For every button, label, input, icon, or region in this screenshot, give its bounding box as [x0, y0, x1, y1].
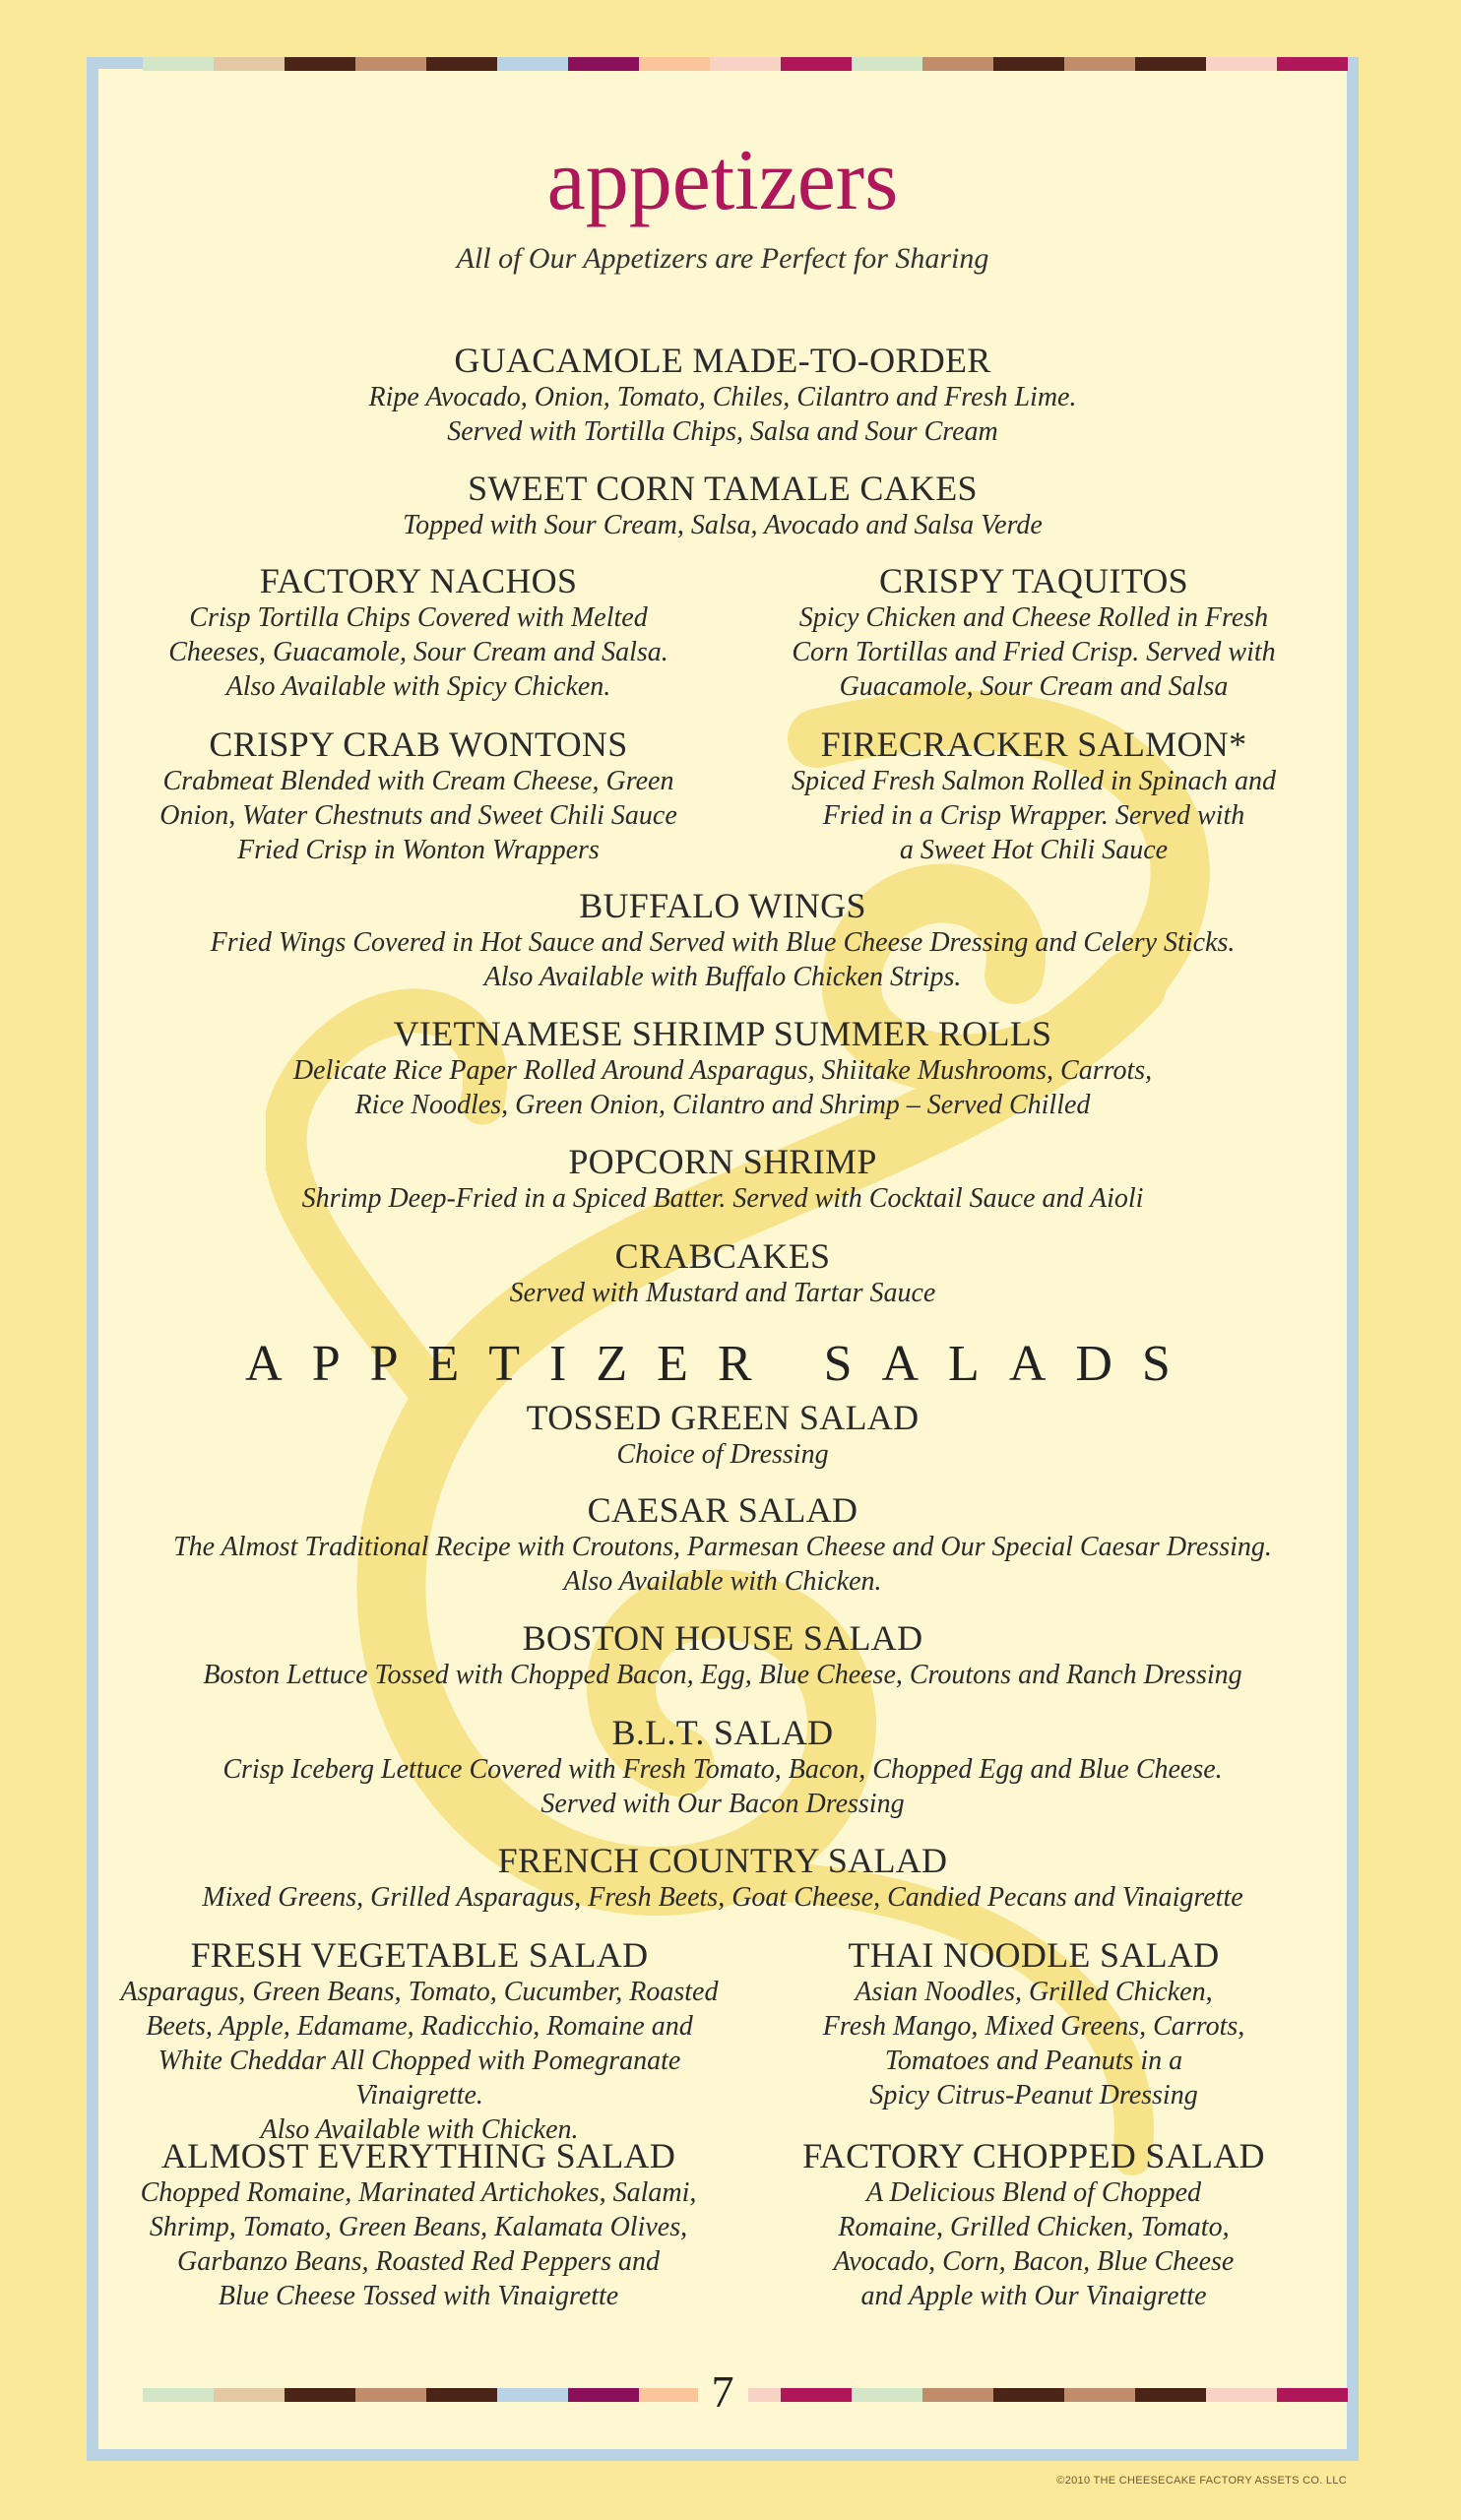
item-name: FACTORY NACHOS	[259, 561, 578, 600]
page-subtitle: All of Our Appetizers are Perfect for Sharing	[456, 242, 989, 275]
item-description: A Delicious Blend of Chopped Romaine, Grilled Chicken, Tomato, Avocado, Corn, Bacon, Blue Cheese and Apple with Our Vinaigrette	[833, 2177, 1235, 2311]
item-name: CRABCAKES	[614, 1236, 831, 1276]
item-description: Crisp Iceberg Lettuce Covered with Fresh Tomato, Bacon, Chopped Egg and Blue Cheese. Served with Our Bacon Dressing	[222, 1754, 1223, 1819]
top-color-stripe	[143, 57, 1348, 71]
stripe-segment	[852, 57, 922, 71]
item-name: CAESAR SALAD	[587, 1490, 858, 1530]
item-description: Mixed Greens, Grilled Asparagus, Fresh Beets, Goat Cheese, Candied Pecans and Vinaigrette	[202, 1882, 1243, 1913]
item-name: TOSSED GREEN SALAD	[526, 1398, 920, 1437]
item-description: Chopped Romaine, Marinated Artichokes, Salami, Shrimp, Tomato, Green Beans, Kalamata Olives, Garbanzo Beans, Roasted Red Peppers and Blue Cheese Tossed with Vinaigrette	[140, 2177, 697, 2311]
item-name: CRISPY TAQUITOS	[878, 561, 1188, 600]
stripe-segment	[710, 57, 781, 71]
item-description: Spiced Fresh Salmon Rolled in Spinach and Fried in a Crisp Wrapper. Served with a Sweet Hot Chili Sauce	[792, 766, 1276, 865]
menu-item-almost-everything-salad	[98, 2136, 738, 2313]
item-description: The Almost Traditional Recipe with Croutons, Parmesan Cheese and Our Special Caesar Dressing. Also Available with Chicken.	[173, 1532, 1272, 1597]
menu-item-boston-house-salad	[98, 1618, 1347, 1692]
salads-section-heading: APPETIZER SALADS	[245, 1336, 1200, 1392]
page-number-text: 7	[698, 2366, 748, 2417]
copyright-notice: ©2010 THE CHEESECAKE FACTORY ASSETS CO. LLC	[1056, 2475, 1347, 2487]
menu-item-tossed-green-salad	[98, 1398, 1347, 1472]
item-name: FRESH VEGETABLE SALAD	[190, 1935, 649, 1975]
item-name: ALMOST EVERYTHING SALAD	[160, 2136, 676, 2175]
item-description: Asparagus, Green Beans, Tomato, Cucumber, Roasted Beets, Apple, Edamame, Radicchio, Romaine and White Cheddar All Chopped with Pomegranate Vinaigrette. Also Available with Chicken.	[120, 1977, 719, 2145]
item-name: FACTORY CHOPPED SALAD	[802, 2136, 1265, 2175]
menu-item-thai-noodle-salad	[729, 1935, 1339, 2112]
item-name: POPCORN SHRIMP	[568, 1142, 877, 1181]
item-name: FIRECRACKER SALMON*	[820, 724, 1247, 764]
item-description: Crisp Tortilla Chips Covered with Melted Cheeses, Guacamole, Sour Cream and Salsa. Also Available with Spicy Chicken.	[168, 602, 668, 702]
item-name: GUACAMOLE MADE-TO-ORDER	[454, 341, 991, 380]
item-name: SWEET CORN TAMALE CAKES	[468, 469, 978, 508]
menu-item-blt-salad	[98, 1713, 1347, 1821]
menu-item-firecracker-salmon	[729, 724, 1339, 867]
item-name: CRISPY CRAB WONTONS	[209, 724, 628, 764]
stripe-segment	[426, 57, 497, 71]
item-description: Spicy Chicken and Cheese Rolled in Fresh Corn Tortillas and Fried Crisp. Served with Guacamole, Sour Cream and Salsa	[792, 602, 1276, 702]
menu-item-popcorn-shrimp	[98, 1142, 1347, 1216]
page-title: appetizers	[546, 133, 899, 228]
item-description: Choice of Dressing	[616, 1439, 829, 1470]
stripe-segment	[143, 57, 214, 71]
item-name: B.L.T. SALAD	[611, 1713, 834, 1752]
stripe-segment	[285, 57, 355, 71]
item-name: VIETNAMESE SHRIMP SUMMER ROLLS	[393, 1014, 1052, 1053]
stripe-segment	[993, 57, 1064, 71]
menu-item-caesar-salad	[98, 1490, 1347, 1599]
item-description: Crabmeat Blended with Cream Cheese, Green Onion, Water Chestnuts and Sweet Chili Sauce Fried Crisp in Wonton Wrappers	[159, 766, 677, 865]
menu-item-buffalo-wings	[98, 886, 1347, 994]
stripe-segment	[1277, 57, 1348, 71]
menu-item-fresh-vegetable-salad	[95, 1935, 744, 2147]
menu-item-crispy-taquitos	[729, 561, 1339, 704]
item-description: Boston Lettuce Tossed with Chopped Bacon, Egg, Blue Cheese, Croutons and Ranch Dressing	[203, 1660, 1242, 1690]
stripe-segment	[922, 57, 993, 71]
item-description: Asian Noodles, Grilled Chicken, Fresh Mango, Mixed Greens, Carrots, Tomatoes and Peanuts in a Spicy Citrus-Peanut Dressing	[822, 1977, 1245, 2110]
menu-item-factory-chopped-salad	[729, 2136, 1339, 2313]
stripe-segment	[781, 57, 852, 71]
item-name: BOSTON HOUSE SALAD	[522, 1618, 923, 1658]
menu-item-crabcakes	[98, 1236, 1347, 1310]
stripe-segment	[1135, 57, 1206, 71]
item-description: Topped with Sour Cream, Salsa, Avocado and Salsa Verde	[403, 510, 1043, 540]
stripe-segment	[1206, 57, 1277, 71]
menu-item-crab-wontons	[98, 724, 738, 867]
stripe-segment	[568, 57, 639, 71]
item-description: Fried Wings Covered in Hot Sauce and Served with Blue Cheese Dressing and Celery Sticks. Also Available with Buffalo Chicken Strips.	[210, 927, 1236, 992]
item-description: Served with Mustard and Tartar Sauce	[509, 1278, 936, 1308]
item-description: Shrimp Deep-Fried in a Spiced Batter. Served with Cocktail Sauce and Aioli	[301, 1183, 1144, 1214]
stripe-segment	[214, 57, 285, 71]
item-name: THAI NOODLE SALAD	[848, 1935, 1220, 1975]
menu-item-french-country-salad	[98, 1841, 1347, 1915]
stripe-segment	[355, 57, 426, 71]
page-number	[98, 2365, 1347, 2418]
menu-item-factory-nachos	[98, 561, 738, 704]
item-description: Ripe Avocado, Onion, Tomato, Chiles, Cilantro and Fresh Lime. Served with Tortilla Chips, Salsa and Sour Cream	[368, 382, 1077, 447]
item-name: BUFFALO WINGS	[579, 886, 866, 925]
item-description: Delicate Rice Paper Rolled Around Asparagus, Shiitake Mushrooms, Carrots, Rice Noodles, Green Onion, Cilantro and Shrimp – Served Chilled	[292, 1055, 1153, 1120]
menu-item-summer-rolls	[98, 1014, 1347, 1122]
item-name: FRENCH COUNTRY SALAD	[497, 1841, 948, 1880]
menu-item-tamale-cakes	[98, 469, 1347, 542]
stripe-segment	[497, 57, 568, 71]
menu-item-guacamole	[98, 341, 1347, 449]
stripe-segment	[1064, 57, 1135, 71]
stripe-segment	[639, 57, 710, 71]
